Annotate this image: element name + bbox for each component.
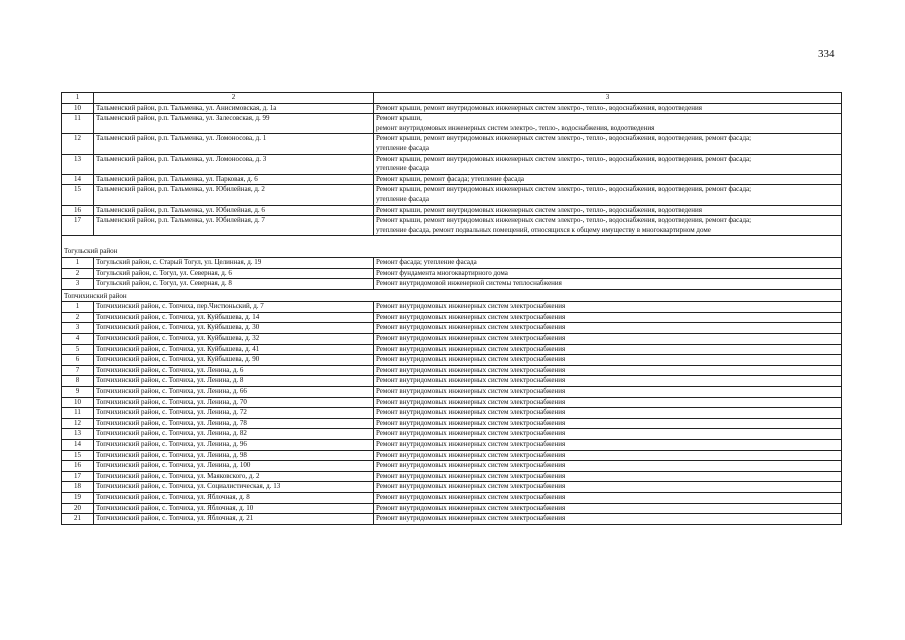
work-line: утепление фасада	[376, 143, 429, 152]
row-work-description: Ремонт внутридомовых инженерных систем электроснабжения	[374, 482, 842, 493]
row-address: Топчихинский район, с. Топчиха, ул. Ленина, д. 82	[94, 429, 374, 440]
row-work-description: Ремонт внутридомовых инженерных систем электроснабжения	[374, 450, 842, 461]
row-number: 3	[62, 279, 94, 290]
table-row	[62, 302, 842, 313]
row-address: Тальменский район, р.п. Тальменка, ул. Парковая, д. 6	[94, 174, 374, 185]
table-row	[62, 344, 842, 355]
table-row	[62, 174, 842, 185]
table-row	[62, 429, 842, 440]
row-address: Топчихинский район, с. Топчиха, ул. Ленина, д. 6	[94, 365, 374, 376]
row-work-description: Ремонт фасада; утепление фасада	[374, 257, 842, 268]
row-number: 15	[62, 185, 94, 205]
row-number: 1	[62, 257, 94, 268]
row-address: Топчихинский район, с. Топчиха, ул. Ленина, д. 96	[94, 440, 374, 451]
page-number: 334	[818, 48, 835, 60]
row-work-description: Ремонт внутридомовых инженерных систем электроснабжения	[374, 355, 842, 366]
row-work-description	[374, 174, 842, 185]
work-line: Ремонт крыши,	[376, 114, 422, 123]
header-col-3: 3	[374, 93, 842, 104]
row-work-description: Ремонт внутридомовых инженерных систем электроснабжения	[374, 492, 842, 503]
row-work-description	[374, 154, 842, 174]
section-title: Топчихинский район	[62, 289, 842, 302]
row-number: 12	[62, 418, 94, 429]
row-work-description: Ремонт внутридомовых инженерных систем электроснабжения	[374, 334, 842, 345]
section-header-row	[62, 289, 842, 302]
row-work-description	[374, 103, 842, 114]
row-number: 16	[62, 205, 94, 216]
row-address: Топчихинский район, с. Топчиха, ул. Ленина, д. 100	[94, 461, 374, 472]
table-row	[62, 376, 842, 387]
row-address: Тальменский район, р.п. Тальменка, ул. Залесовская, д. 99	[94, 114, 374, 134]
row-work-description: Ремонт внутридомовой инженерной системы теплоснабжения	[374, 279, 842, 290]
table-row	[62, 323, 842, 334]
table-row	[62, 154, 842, 174]
row-number: 11	[62, 408, 94, 419]
header-col-1: 1	[62, 93, 94, 104]
header-col-2: 2	[94, 93, 374, 104]
row-address: Топчихинский район, с. Топчиха, ул. Ленина, д. 66	[94, 387, 374, 398]
row-work-description: Ремонт внутридомовых инженерных систем электроснабжения	[374, 503, 842, 514]
row-work-description: Ремонт внутридомовых инженерных систем электроснабжения	[374, 514, 842, 525]
row-address: Тальменский район, р.п. Тальменка, ул. Ломоносова, д. 3	[94, 154, 374, 174]
table-row	[62, 482, 842, 493]
row-number: 18	[62, 482, 94, 493]
row-address: Топчихинский район, с. Топчиха, ул. Куйбышева, д. 14	[94, 312, 374, 323]
section-header-row	[62, 236, 842, 258]
row-number: 8	[62, 376, 94, 387]
row-number: 14	[62, 174, 94, 185]
row-address: Тальменский район, р.п. Тальменка, ул. Ломоносова, д. 1	[94, 134, 374, 154]
row-work-description	[374, 185, 842, 205]
row-number: 9	[62, 387, 94, 398]
table-row	[62, 279, 842, 290]
row-number: 21	[62, 514, 94, 525]
table-row	[62, 334, 842, 345]
work-line: Ремонт крыши, ремонт фасада; утепление фасада	[376, 174, 525, 183]
row-number: 19	[62, 492, 94, 503]
table-row	[62, 134, 842, 154]
row-work-description: Ремонт внутридомовых инженерных систем электроснабжения	[374, 344, 842, 355]
row-work-description: Ремонт внутридомовых инженерных систем электроснабжения	[374, 429, 842, 440]
table-row	[62, 312, 842, 323]
row-number: 15	[62, 450, 94, 461]
row-number: 13	[62, 429, 94, 440]
row-address: Топчихинский район, с. Топчиха, ул. Куйбышева, д. 41	[94, 344, 374, 355]
row-address: Тальменский район, р.п. Тальменка, ул. Юбилейная, д. 2	[94, 185, 374, 205]
row-address: Топчихинский район, с. Топчиха, ул. Куйбышева, д. 90	[94, 355, 374, 366]
row-address: Топчихинский район, с. Топчиха, ул. Социалистическая, д. 13	[94, 482, 374, 493]
work-line: Ремонт крыши, ремонт внутридомовых инженерных систем электро-, тепло-, водоснабжения, водоотведения, ремонт фасада;	[376, 185, 752, 194]
row-address: Топчихинский район, с. Топчиха, пер.Чистюньский, д. 7	[94, 302, 374, 313]
row-address: Тальменский район, р.п. Тальменка, ул. Анисимовская, д. 1а	[94, 103, 374, 114]
table-row	[62, 461, 842, 472]
table-row	[62, 440, 842, 451]
table-row	[62, 205, 842, 216]
row-address: Тальменский район, р.п. Тальменка, ул. Юбилейная, д. 6	[94, 205, 374, 216]
table-row	[62, 216, 842, 236]
table-row	[62, 355, 842, 366]
table-row	[62, 114, 842, 134]
table-header-row	[62, 93, 842, 104]
work-line: ремонт внутридомовых инженерных систем электро-, тепло-, водоснабжения, водоотведения	[376, 123, 655, 132]
work-line: Ремонт крыши, ремонт внутридомовых инженерных систем электро-, тепло-, водоснабжения, водоотведения	[376, 205, 702, 214]
table-row	[62, 418, 842, 429]
row-work-description: Ремонт внутридомовых инженерных систем электроснабжения	[374, 387, 842, 398]
table-row	[62, 450, 842, 461]
row-number: 17	[62, 471, 94, 482]
row-work-description: Ремонт внутридомовых инженерных систем электроснабжения	[374, 408, 842, 419]
row-address: Топчихинский район, с. Топчиха, ул. Яблочная, д. 8	[94, 492, 374, 503]
row-number: 2	[62, 312, 94, 323]
row-work-description: Ремонт внутридомовых инженерных систем электроснабжения	[374, 471, 842, 482]
row-work-description: Ремонт внутридомовых инженерных систем электроснабжения	[374, 376, 842, 387]
row-number: 14	[62, 440, 94, 451]
table-row	[62, 492, 842, 503]
table-row	[62, 408, 842, 419]
row-number: 20	[62, 503, 94, 514]
row-work-description: Ремонт фундамента многоквартирного дома	[374, 268, 842, 279]
row-number: 5	[62, 344, 94, 355]
work-line: утепление фасада, ремонт подвальных помещений, относящихся к общему имуществу в многоквартирном доме	[376, 225, 711, 234]
row-number: 16	[62, 461, 94, 472]
table-row	[62, 471, 842, 482]
table-row	[62, 103, 842, 114]
work-line: Ремонт крыши, ремонт внутридомовых инженерных систем электро-, тепло-, водоснабжения, водоотведения	[376, 103, 702, 112]
row-address: Тогульский район, с. Тогул, ул. Северная, д. 8	[94, 279, 374, 290]
work-line: Ремонт крыши, ремонт внутридомовых инженерных систем электро-, тепло-, водоснабжения, водоотведения, ремонт фасада;	[376, 134, 752, 143]
row-address: Топчихинский район, с. Топчиха, ул. Маяковского, д. 2	[94, 471, 374, 482]
section-title: Тогульский район	[62, 236, 842, 258]
row-work-description: Ремонт внутридомовых инженерных систем электроснабжения	[374, 418, 842, 429]
repair-register-table	[61, 92, 842, 525]
table-row	[62, 514, 842, 525]
row-number: 17	[62, 216, 94, 236]
row-number: 10	[62, 103, 94, 114]
row-address: Топчихинский район, с. Топчиха, ул. Ленина, д. 78	[94, 418, 374, 429]
row-address: Топчихинский район, с. Топчиха, ул. Куйбышева, д. 30	[94, 323, 374, 334]
row-number: 3	[62, 323, 94, 334]
row-address: Топчихинский район, с. Топчиха, ул. Ленина, д. 70	[94, 397, 374, 408]
row-number: 7	[62, 365, 94, 376]
row-work-description: Ремонт внутридомовых инженерных систем электроснабжения	[374, 461, 842, 472]
row-number: 1	[62, 302, 94, 313]
row-address: Топчихинский район, с. Топчиха, ул. Яблочная, д. 21	[94, 514, 374, 525]
row-address: Топчихинский район, с. Топчиха, ул. Куйбышева, д. 32	[94, 334, 374, 345]
table-row	[62, 503, 842, 514]
row-address: Топчихинский район, с. Топчиха, ул. Ленина, д. 98	[94, 450, 374, 461]
row-number: 2	[62, 268, 94, 279]
table-row	[62, 185, 842, 205]
row-work-description	[374, 114, 842, 134]
row-work-description: Ремонт внутридомовых инженерных систем электроснабжения	[374, 440, 842, 451]
table-row	[62, 257, 842, 268]
row-work-description: Ремонт внутридомовых инженерных систем электроснабжения	[374, 397, 842, 408]
row-number: 4	[62, 334, 94, 345]
row-address: Топчихинский район, с. Топчиха, ул. Яблочная, д. 10	[94, 503, 374, 514]
row-address: Тальменский район, р.п. Тальменка, ул. Юбилейная, д. 7	[94, 216, 374, 236]
row-work-description: Ремонт внутридомовых инженерных систем электроснабжения	[374, 323, 842, 334]
row-work-description	[374, 216, 842, 236]
row-number: 11	[62, 114, 94, 134]
row-work-description: Ремонт внутридомовых инженерных систем электроснабжения	[374, 302, 842, 313]
row-address: Тогульский район, с. Тогул, ул. Северная, д. 6	[94, 268, 374, 279]
table-row	[62, 387, 842, 398]
table-row	[62, 397, 842, 408]
row-work-description	[374, 205, 842, 216]
row-address: Топчихинский район, с. Топчиха, ул. Ленина, д. 8	[94, 376, 374, 387]
row-work-description: Ремонт внутридомовых инженерных систем электроснабжения	[374, 365, 842, 376]
row-number: 6	[62, 355, 94, 366]
table-row	[62, 365, 842, 376]
row-number: 13	[62, 154, 94, 174]
work-line: утепление фасада	[376, 164, 429, 173]
row-work-description: Ремонт внутридомовых инженерных систем электроснабжения	[374, 312, 842, 323]
row-number: 12	[62, 134, 94, 154]
row-number: 10	[62, 397, 94, 408]
work-line: утепление фасада	[376, 194, 429, 203]
work-line: Ремонт крыши, ремонт внутридомовых инженерных систем электро-, тепло-, водоснабжения, водоотведения, ремонт фасада;	[376, 154, 752, 163]
table-row	[62, 268, 842, 279]
row-address: Тогульский район, с. Старый Тогул, ул. Целинная, д. 19	[94, 257, 374, 268]
work-line: Ремонт крыши, ремонт внутридомовых инженерных систем электро-, тепло-, водоснабжения, водоотведения, ремонт фасада;	[376, 216, 752, 225]
row-work-description	[374, 134, 842, 154]
row-address: Топчихинский район, с. Топчиха, ул. Ленина, д. 72	[94, 408, 374, 419]
